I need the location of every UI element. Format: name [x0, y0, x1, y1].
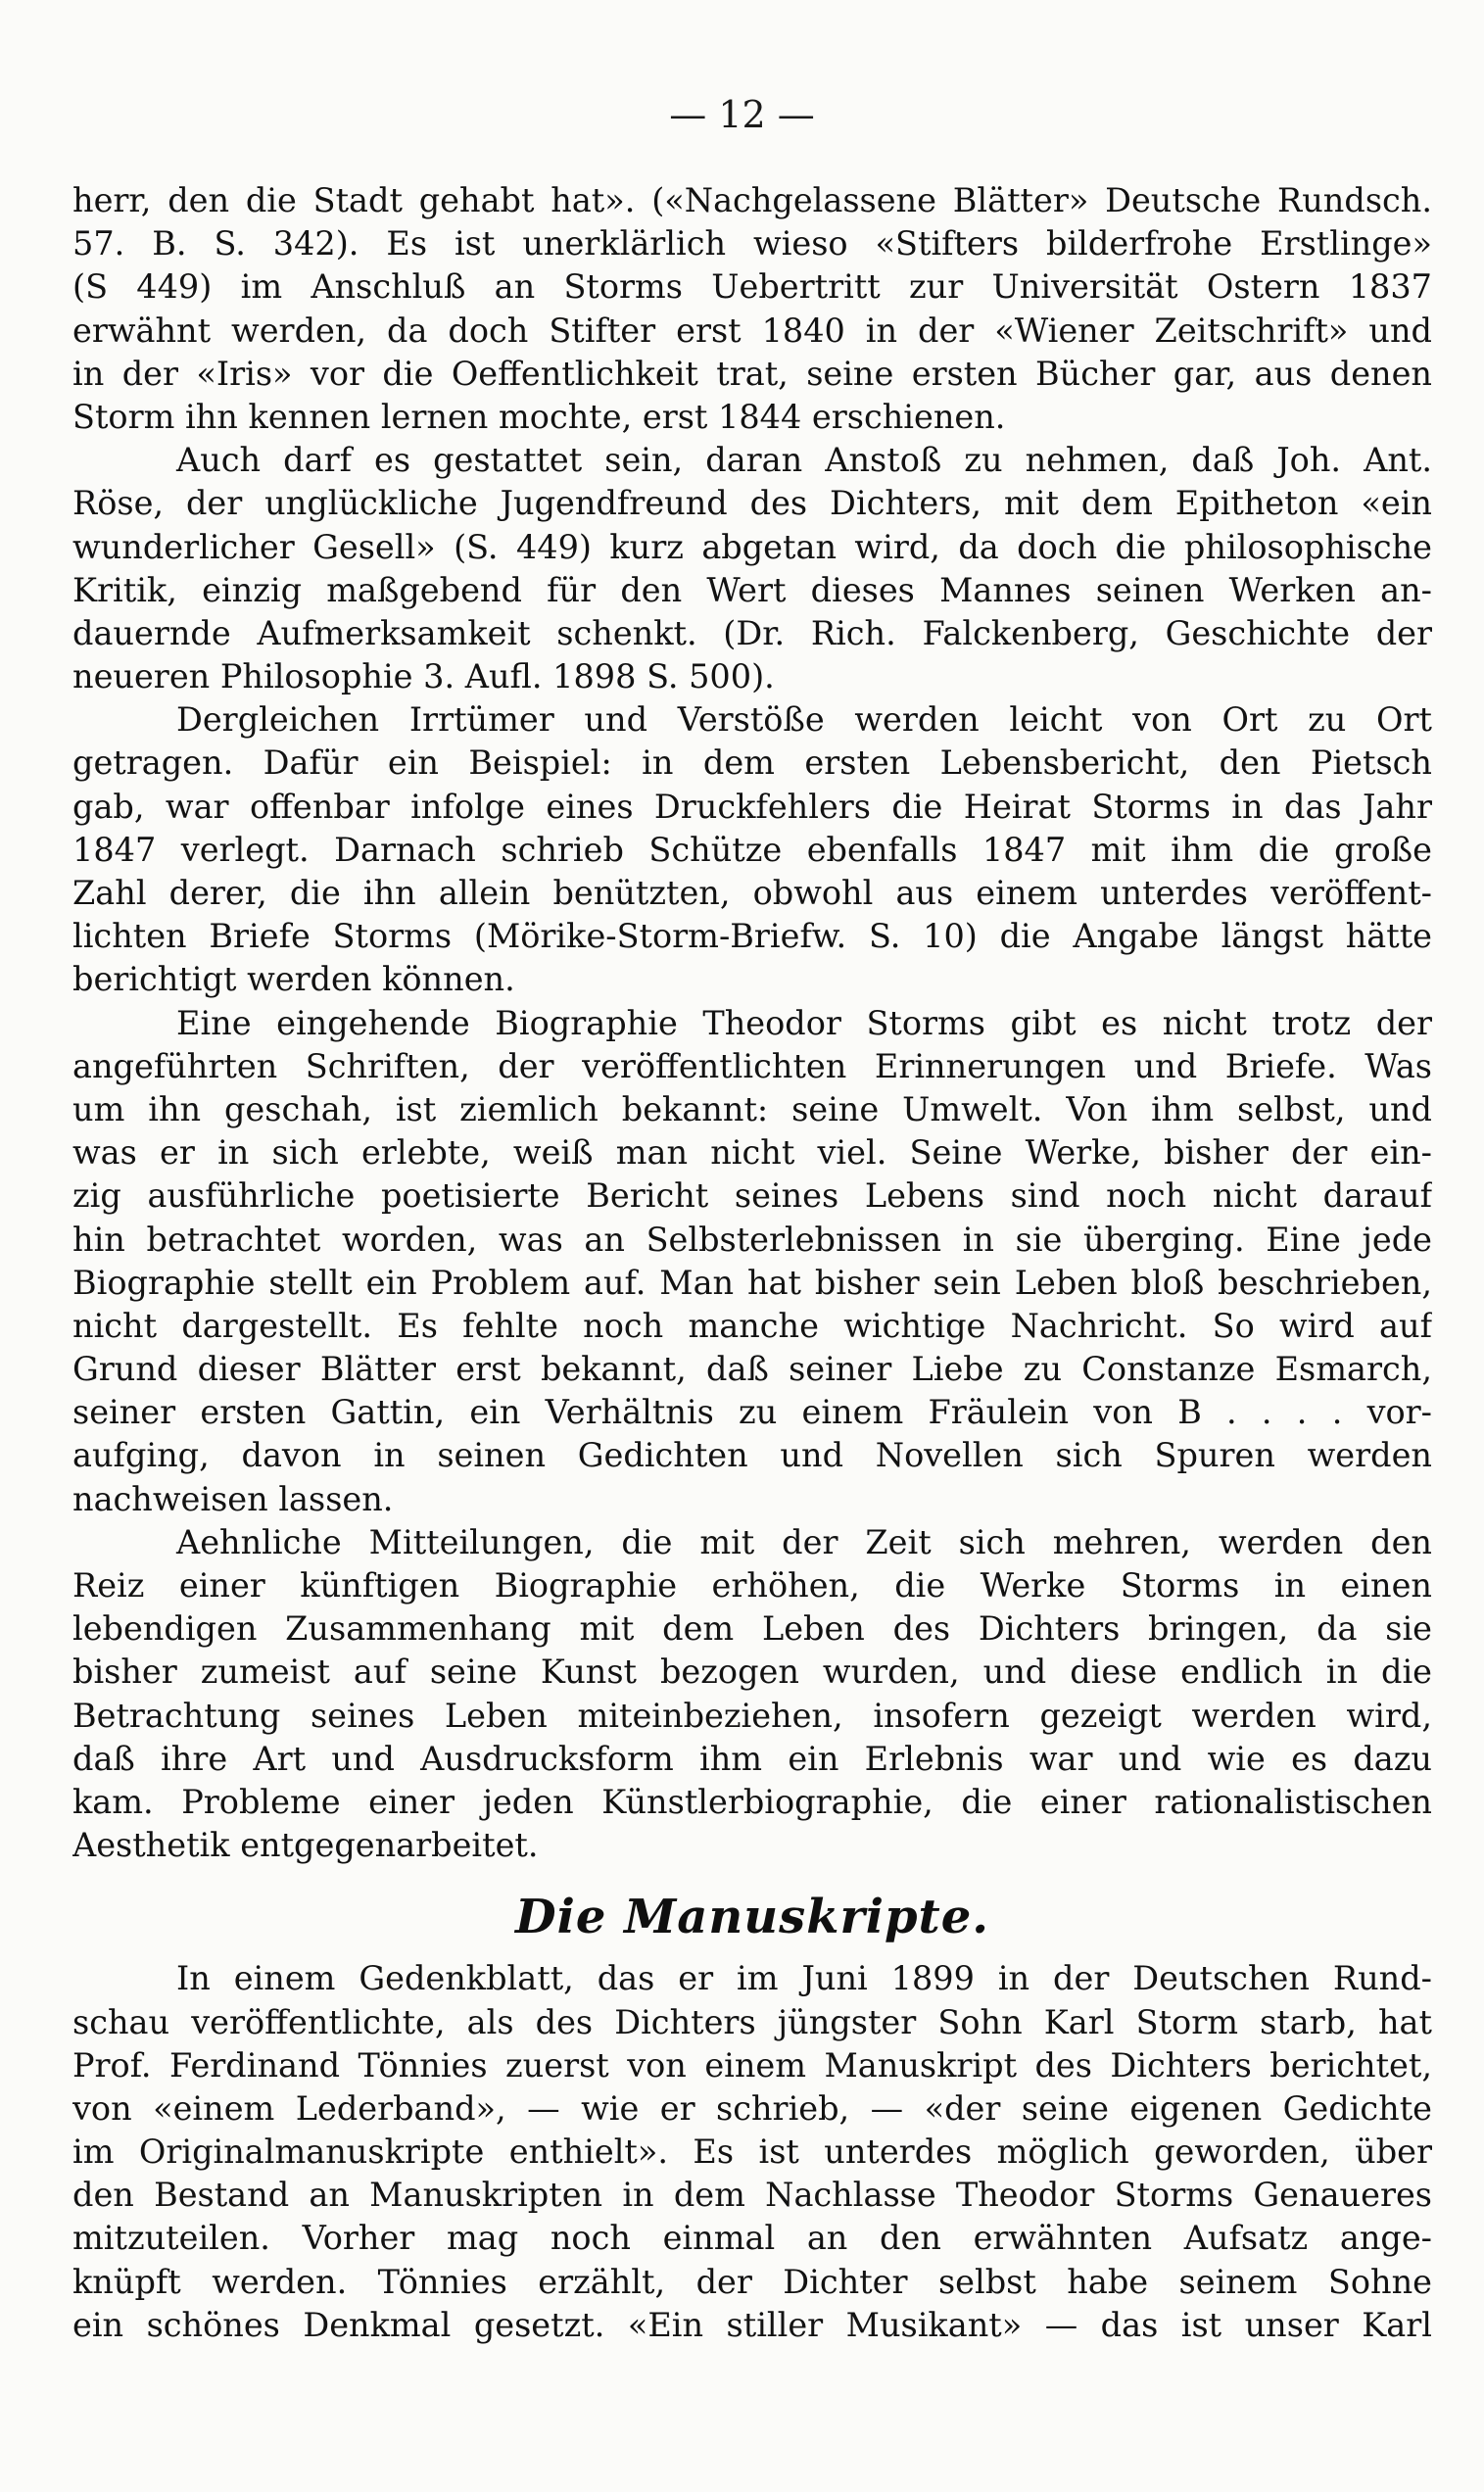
- paragraph-1: [72, 179, 1432, 439]
- text-line: (S 449) im Anschluß an Storms Uebertritt zur Universität Ostern 1837: [72, 267, 1432, 307]
- text-line: angeführten Schriften, der veröffentlichten Erinnerungen und Briefe. Was: [72, 1046, 1432, 1085]
- paragraph-3: [72, 698, 1432, 1001]
- text-line: um ihn geschah, ist ziemlich bekannt: seine Umwelt. Von ihm selbst, und: [72, 1089, 1432, 1128]
- text-line: gab, war offenbar infolge eines Druckfehlers die Heirat Storms in das Jahr: [72, 787, 1432, 826]
- text-line: Eine eingehende Biographie Theodor Storms gibt es nicht trotz der: [176, 1003, 1432, 1042]
- text-line: Betrachtung seines Leben miteinbeziehen, insofern gezeigt werden wird,: [72, 1696, 1432, 1735]
- text-line: lebendigen Zusammenhang mit dem Leben des Dichters bringen, da sie: [72, 1609, 1432, 1649]
- text-line: ein schönes Denkmal gesetzt. «Ein stiller Musikant» — das ist unser Karl: [72, 2305, 1432, 2344]
- paragraph-2: [72, 439, 1432, 698]
- text-line: getragen. Dafür ein Beispiel: in dem ersten Lebensbericht, den Pietsch: [72, 743, 1432, 783]
- text-line: nicht dargestellt. Es fehlte noch manche wichtige Nachricht. So wird auf: [72, 1306, 1432, 1345]
- text-line: aufging, davon in seinen Gedichten und Novellen sich Spuren werden: [72, 1436, 1432, 1475]
- text-line: erwähnt werden, da doch Stifter erst 1840 in der «Wiener Zeitschrift» und: [72, 311, 1432, 350]
- text-line: dauernde Aufmerksamkeit schenkt. (Dr. Rich. Falckenberg, Geschichte der: [72, 613, 1432, 652]
- text-line: nachweisen lassen.: [72, 1479, 394, 1518]
- text-line: herr, den die Stadt gehabt hat». («Nachgelassene Blätter» Deutsche Rundsch.: [72, 181, 1432, 219]
- text-line: daß ihre Art und Ausdrucksform ihm ein Erlebnis war und wie es dazu: [72, 1739, 1432, 1778]
- text-line: zig ausführliche poetisierte Bericht seines Lebens sind noch nicht darauf: [72, 1176, 1432, 1216]
- paragraph-5: [72, 1521, 1432, 1868]
- text-line: bisher zumeist auf seine Kunst bezogen wurden, und diese endlich in die: [72, 1653, 1432, 1692]
- text-line: wunderlicher Gesell» (S. 449) kurz abgetan wird, da doch die philosophische: [72, 527, 1432, 566]
- body-text: [72, 179, 1432, 2347]
- text-line: lichten Briefe Storms (Mörike-Storm-Briefw. S. 10) die Angabe längst hätte: [72, 917, 1432, 956]
- text-line: den Bestand an Manuskripten in dem Nachlasse Theodor Storms Genaueres: [72, 2176, 1432, 2215]
- text-line: kam. Probleme einer jeden Künstlerbiographie, die einer rationalistischen: [72, 1782, 1432, 1821]
- paragraph-6: [72, 1957, 1432, 2347]
- text-line: seiner ersten Gattin, ein Verhältnis zu einem Fräulein von B . . . . vor-: [72, 1393, 1432, 1432]
- text-line: Reiz einer künftigen Biographie erhöhen, die Werke Storms in einen: [72, 1566, 1432, 1605]
- text-line: 1847 verlegt. Darnach schrieb Schütze ebenfalls 1847 mit ihm die große: [72, 830, 1432, 869]
- text-line: knüpft werden. Tönnies erzählt, der Dichter selbst habe seinem Sohne: [72, 2262, 1432, 2301]
- text-line: neueren Philosophie 3. Aufl. 1898 S. 500).: [72, 657, 775, 696]
- text-line: Auch darf es gestattet sein, daran Anstoß zu nehmen, daß Joh. Ant.: [176, 441, 1432, 480]
- page-number: — 12 —: [669, 93, 815, 136]
- paragraph-4: [72, 1002, 1432, 1521]
- text-line: 57. B. S. 342). Es ist unerklärlich wieso «Stifters bilderfrohe Erstlinge»: [72, 224, 1432, 264]
- text-line: Zahl derer, die ihn allein benützten, obwohl aus einem unterdes veröffent-: [72, 874, 1432, 912]
- section-heading: Die Manuskripte.: [515, 1890, 989, 1945]
- text-line: Dergleichen Irrtümer und Verstöße werden leicht von Ort zu Ort: [176, 700, 1432, 740]
- text-line: Kritik, einzig maßgebend für den Wert dieses Mannes seinen Werken an-: [72, 570, 1432, 609]
- text-line: In einem Gedenkblatt, das er im Juni 1899 in der Deutschen Rund-: [176, 1959, 1432, 1998]
- text-line: schau veröffentlichte, als des Dichters jüngster Sohn Karl Storm starb, hat: [72, 2002, 1432, 2041]
- text-line: Röse, der unglückliche Jugendfreund des Dichters, mit dem Epitheton «ein: [72, 484, 1432, 523]
- text-line: was er in sich erlebte, weiß man nicht viel. Seine Werke, bisher der ein-: [72, 1133, 1432, 1173]
- text-line: im Originalmanuskripte enthielt». Es ist unterdes möglich geworden, über: [72, 2133, 1432, 2172]
- text-line: Grund dieser Blätter erst bekannt, daß seiner Liebe zu Constanze Esmarch,: [72, 1350, 1432, 1389]
- text-line: in der «Iris» vor die Oeffentlichkeit trat, seine ersten Bücher gar, aus denen: [72, 354, 1432, 393]
- text-line: hin betrachtet worden, was an Selbsterlebnissen in sie überging. Eine jede: [72, 1220, 1432, 1259]
- text-line: berichtigt werden können.: [72, 960, 515, 999]
- text-line: Aehnliche Mitteilungen, die mit der Zeit sich mehren, werden den: [176, 1522, 1432, 1561]
- text-line: mitzuteilen. Vorher mag noch einmal an den erwähnten Aufsatz ange-: [72, 2219, 1432, 2258]
- text-line: Aesthetik entgegenarbeitet.: [72, 1826, 539, 1865]
- text-line: Storm ihn kennen lernen mochte, erst 1844 erschienen.: [72, 397, 1006, 436]
- text-line: Prof. Ferdinand Tönnies zuerst von einem Manuskript des Dichters berichtet,: [72, 2045, 1432, 2085]
- text-line: von «einem Lederband», — wie er schrieb, — «der seine eigenen Gedichte: [72, 2088, 1432, 2128]
- text-line: Biographie stellt ein Problem auf. Man hat bisher sein Leben bloß beschrieben,: [72, 1263, 1432, 1302]
